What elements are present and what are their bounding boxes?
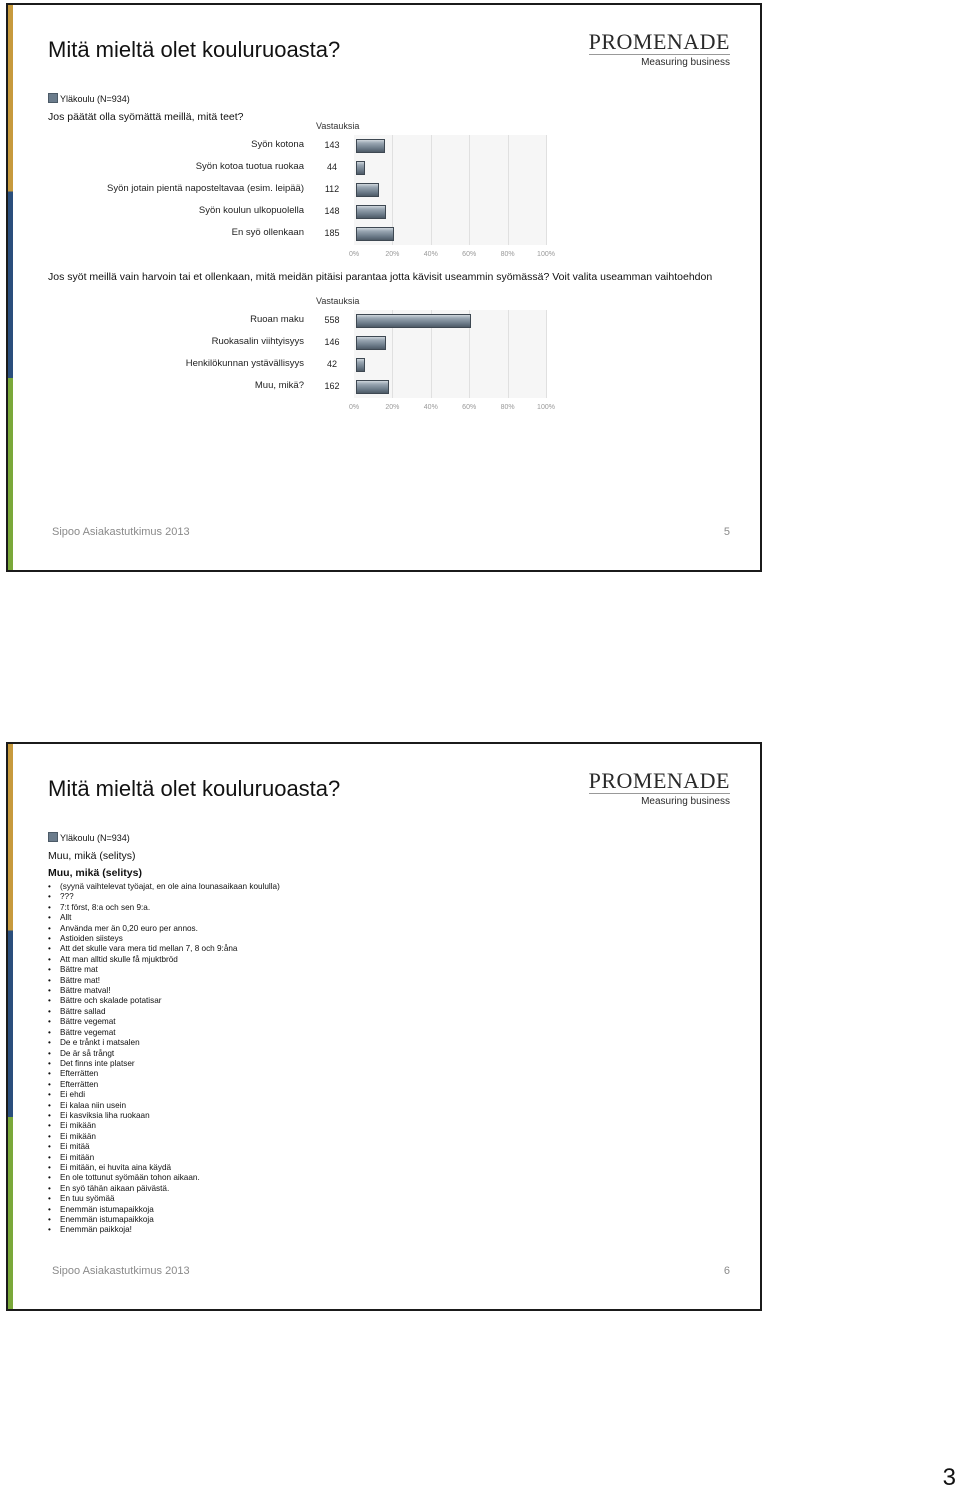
- x-tick-label: 0%: [348, 251, 360, 258]
- slide-page-number: 6: [723, 1265, 730, 1277]
- slide-accent-bar: [8, 744, 13, 1309]
- logo-tagline: Measuring business: [641, 796, 730, 807]
- x-tick-label: 80%: [500, 404, 515, 411]
- category-label: Syön jotain pientä naposteltavaa (esim. leipää): [107, 183, 304, 194]
- question-2: Jos syöt meillä vain harvoin tai et ollenkaan, mitä meidän pitäisi parantaa jotta kävisit useammin syömässä? Voit valita useamman vaihtoehdon: [48, 271, 713, 283]
- count-label: 558: [324, 315, 340, 325]
- slide-title: Mitä mieltä olet kouluruoasta?: [48, 37, 341, 62]
- answer-item: • Efterrätten: [48, 1069, 280, 1079]
- category-label: Henkilökunnan ystävällisyys: [185, 358, 304, 369]
- answer-item: • ???: [48, 892, 280, 902]
- count-label: 112: [324, 184, 340, 194]
- bar: [356, 336, 386, 350]
- x-tick-label: 60%: [462, 404, 477, 411]
- answer-item: • Bättre vegemat: [48, 1028, 280, 1038]
- answer-list: [48, 882, 280, 1236]
- answer-item: • Efterrätten: [48, 1080, 280, 1090]
- answer-item: • Ei mikään: [48, 1132, 280, 1142]
- bar: [356, 139, 385, 153]
- count-label: 162: [324, 381, 340, 391]
- answer-item: • Bättre mat!: [48, 976, 280, 986]
- answer-item: • Bättre och skalade potatisar: [48, 996, 280, 1006]
- value-column-header: Vastauksia: [316, 121, 360, 131]
- count-label: 44: [326, 162, 337, 172]
- x-tick-label: 40%: [423, 404, 438, 411]
- answer-item: • Enemmän paikkoja!: [48, 1225, 280, 1235]
- category-label: Syön koulun ulkopuolella: [198, 205, 304, 216]
- gridline: [546, 135, 547, 245]
- gridline: [546, 310, 547, 398]
- gridline: [469, 135, 470, 245]
- gridline: [508, 135, 509, 245]
- answer-item: • Ei kasviksia liha ruokaan: [48, 1111, 280, 1121]
- answer-item: • En tuu syömää: [48, 1194, 280, 1204]
- answer-item: • Ei mikään: [48, 1121, 280, 1131]
- logo-divider: [589, 793, 730, 794]
- question: Muu, mikä (selitys): [48, 850, 136, 862]
- slide-footer: Sipoo Asiakastutkimus 2013: [52, 526, 190, 538]
- category-label: En syö ollenkaan: [231, 227, 304, 238]
- document-page-number: 3: [942, 1464, 956, 1491]
- answer-item: • Använda mer än 0,20 euro per annos.: [48, 924, 280, 934]
- value-column-header: Vastauksia: [316, 296, 360, 306]
- gridline: [508, 310, 509, 398]
- answer-item: • De e trånkt i matsalen: [48, 1038, 280, 1048]
- answer-item: • En syö tähän aikaan päivästä.: [48, 1184, 280, 1194]
- answer-item: • Bättre vegemat: [48, 1017, 280, 1027]
- answer-item: • Att man alltid skulle få mjuktbröd: [48, 955, 280, 965]
- slide-page-number: 5: [723, 526, 730, 538]
- answer-item: • De är så trångt: [48, 1049, 280, 1059]
- slide-title: Mitä mieltä olet kouluruoasta?: [48, 776, 341, 801]
- logo-name: PROMENADE: [588, 768, 730, 793]
- answer-item: • Ei mitään: [48, 1153, 280, 1163]
- answer-item: • Ei mitää: [48, 1142, 280, 1152]
- answer-item: • Enemmän istumapaikkoja: [48, 1215, 280, 1225]
- question-1: Jos päätät olla syömättä meillä, mitä teet?: [48, 111, 244, 123]
- slide-5: [6, 3, 762, 572]
- bar: [356, 358, 365, 372]
- chart-area: [8, 5, 760, 570]
- category-label: Ruokasalin viihtyisyys: [211, 336, 304, 347]
- category-label: Syön kotona: [251, 139, 304, 150]
- promenade-logo: [589, 770, 730, 807]
- answer-item: • Enemmän istumapaikkoja: [48, 1205, 280, 1215]
- answer-item: • Bättre mat: [48, 965, 280, 975]
- legend-swatch-icon: [48, 832, 58, 842]
- answer-item: • Astioiden siisteys: [48, 934, 280, 944]
- bar: [356, 314, 471, 328]
- x-tick-label: 0%: [348, 404, 360, 411]
- answer-item: • Ei ehdi: [48, 1090, 280, 1100]
- logo-tagline: Measuring business: [641, 57, 730, 68]
- answer-item: • En ole tottunut syömään tohon aikaan.: [48, 1173, 280, 1183]
- x-tick-label: 40%: [423, 251, 438, 258]
- x-tick-label: 80%: [500, 251, 515, 258]
- count-label: 146: [324, 337, 340, 347]
- category-label: Ruoan maku: [250, 314, 304, 325]
- count-label: 185: [324, 228, 340, 238]
- count-label: 143: [324, 140, 340, 150]
- slide-footer: Sipoo Asiakastutkimus 2013: [52, 1265, 190, 1277]
- x-tick-label: 20%: [385, 404, 400, 411]
- answer-item: • Ei kalaa niin usein: [48, 1101, 280, 1111]
- x-tick-label: 100%: [537, 251, 555, 258]
- slide-6: [6, 742, 762, 1311]
- answers-heading: Muu, mikä (selitys): [48, 867, 142, 879]
- x-tick-label: 100%: [537, 404, 555, 411]
- x-tick-label: 20%: [385, 251, 400, 258]
- answer-item: • Det finns inte platser: [48, 1059, 280, 1069]
- legend: [48, 832, 130, 843]
- answer-item: • Allt: [48, 913, 280, 923]
- answer-item: • Ei mitään, ei huvita aina käydä: [48, 1163, 280, 1173]
- x-tick-label: 60%: [462, 251, 477, 258]
- bar: [356, 205, 386, 219]
- legend-label: Yläkoulu (N=934): [60, 833, 130, 843]
- category-label: Muu, mikä?: [254, 380, 304, 391]
- count-label: 148: [324, 206, 340, 216]
- logo-name: PROMENADE: [588, 29, 730, 54]
- answer-item: • (syynä vaihtelevat työajat, en ole aina lounasaikaan koululla): [48, 882, 280, 892]
- answer-item: • Att det skulle vara mera tid mellan 7, 8 och 9:åna: [48, 944, 280, 954]
- gridline: [431, 135, 432, 245]
- bar: [356, 380, 389, 394]
- category-label: Syön kotoa tuotua ruokaa: [195, 161, 304, 172]
- legend-label: Yläkoulu (N=934): [60, 94, 130, 104]
- bar: [356, 183, 379, 197]
- answer-item: • Bättre matval!: [48, 986, 280, 996]
- bar: [356, 161, 365, 175]
- answer-item: • 7:t först, 8:a och sen 9:a.: [48, 903, 280, 913]
- count-label: 42: [326, 359, 337, 369]
- bar: [356, 227, 394, 241]
- answer-item: • Bättre sallad: [48, 1007, 280, 1017]
